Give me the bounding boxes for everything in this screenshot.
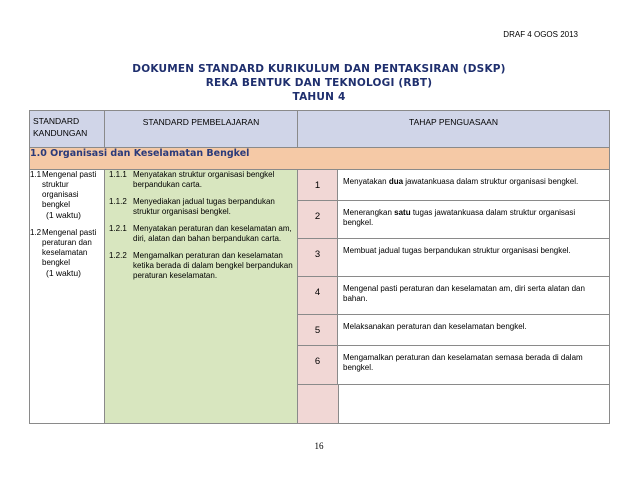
tahap-emphasis: dua (388, 177, 404, 186)
pembelajaran-number: 1.2.2 (109, 251, 127, 260)
tahap-level: 1 (298, 170, 338, 200)
tahap-text: Menerangkan (343, 208, 395, 217)
pembelajaran-item (105, 197, 297, 217)
document-title-block (0, 62, 638, 104)
tahap-text: jawatankuasa dalam struktur organisasi bengkel. (403, 177, 579, 186)
tahap-row (298, 239, 609, 277)
section-row (30, 148, 610, 170)
kandungan-cell (30, 170, 105, 424)
tahap-level: 3 (298, 239, 338, 276)
tahap-level: 6 (298, 346, 338, 384)
tahap-text: Menyatakan (343, 177, 389, 186)
section-title: 1.0 Organisasi dan Keselamatan Bengkel (30, 148, 610, 170)
tahap-level: 5 (298, 315, 338, 345)
tahap-list (298, 170, 609, 423)
kandungan-waktu: (1 waktu) (46, 210, 81, 220)
tahap-description (338, 315, 609, 345)
pembelajaran-text: Menyediakan jadual tugas berpandukan struktur organisasi bengkel. (133, 197, 275, 216)
pembelajaran-text: Menyatakan struktur organisasi bengkel berpandukan carta. (133, 170, 275, 189)
standards-table (29, 110, 610, 424)
pembelajaran-item (105, 170, 297, 190)
subject-title: REKA BENTUK DAN TEKNOLOGI (RBT) (205, 77, 433, 89)
kandungan-waktu: (1 waktu) (46, 268, 81, 278)
tahap-description (338, 201, 609, 238)
tahap-level-empty (298, 385, 339, 423)
header-tahap-penguasaan: TAHAP PENGUASAAN (298, 111, 610, 148)
page-number: 16 (314, 441, 324, 451)
pembelajaran-item (105, 251, 297, 281)
tahap-text: Membuat jadual tugas berpandukan struktur organisasi bengkel. (343, 246, 571, 255)
tahap-row (298, 170, 609, 201)
tahap-text: Mengamalkan peraturan dan keselamatan semasa berada di dalam bengkel. (343, 353, 583, 372)
tahap-cell (298, 170, 610, 424)
pembelajaran-number: 1.2.1 (109, 224, 127, 233)
kandungan-text: Mengenal pasti peraturan dan keselamatan bengkel (42, 228, 97, 267)
header-standard-pembelajaran: STANDARD PEMBELAJARAN (105, 111, 298, 148)
pembelajaran-item (105, 224, 297, 244)
tahap-description (338, 170, 609, 200)
tahap-emphasis: satu (394, 208, 411, 217)
pembelajaran-number: 1.1.2 (109, 197, 127, 206)
kandungan-item (30, 228, 104, 278)
tahap-row (298, 201, 609, 239)
tahap-row (298, 277, 609, 315)
tahap-text: Melaksanakan peraturan dan keselamatan bengkel. (343, 322, 527, 331)
kandungan-item (30, 170, 104, 220)
year-title: TAHUN 4 (292, 91, 346, 103)
pembelajaran-text: Menyatakan peraturan dan keselamatan am, diri, alatan dan bahan berpandukan carta. (133, 224, 292, 243)
tahap-row (298, 346, 609, 385)
draft-label: DRAF 4 OGOS 2013 (503, 30, 578, 39)
tahap-empty-tail (298, 385, 609, 423)
kandungan-number: 1.1 (30, 170, 42, 179)
tahap-level: 4 (298, 277, 338, 314)
tahap-description (338, 346, 609, 384)
content-row (30, 170, 610, 424)
tahap-row (298, 315, 609, 346)
kandungan-text: Mengenal pasti struktur organisasi bengkel (42, 170, 97, 209)
tahap-level: 2 (298, 201, 338, 238)
tahap-description (338, 239, 609, 276)
document-title: DOKUMEN STANDARD KURIKULUM DAN PENTAKSIRAN (DSKP) (132, 63, 506, 75)
kandungan-number: 1.2 (30, 228, 42, 237)
header-standard-kandungan: STANDARD KANDUNGAN (30, 111, 105, 148)
tahap-text: Mengenal pasti peraturan dan keselamatan am, diri serta alatan dan bahan. (343, 284, 585, 303)
pembelajaran-number: 1.1.1 (109, 170, 127, 179)
table-header-row (30, 111, 610, 148)
pembelajaran-text: Mengamalkan peraturan dan keselamatan ketika berada di dalam bengkel berpandukan peraturan keselamatan. (133, 251, 293, 280)
pembelajaran-cell (105, 170, 298, 424)
tahap-description (338, 277, 609, 314)
tahap-text: tugas jawatankuasa dalam struktur organisasi bengkel. (343, 208, 576, 227)
